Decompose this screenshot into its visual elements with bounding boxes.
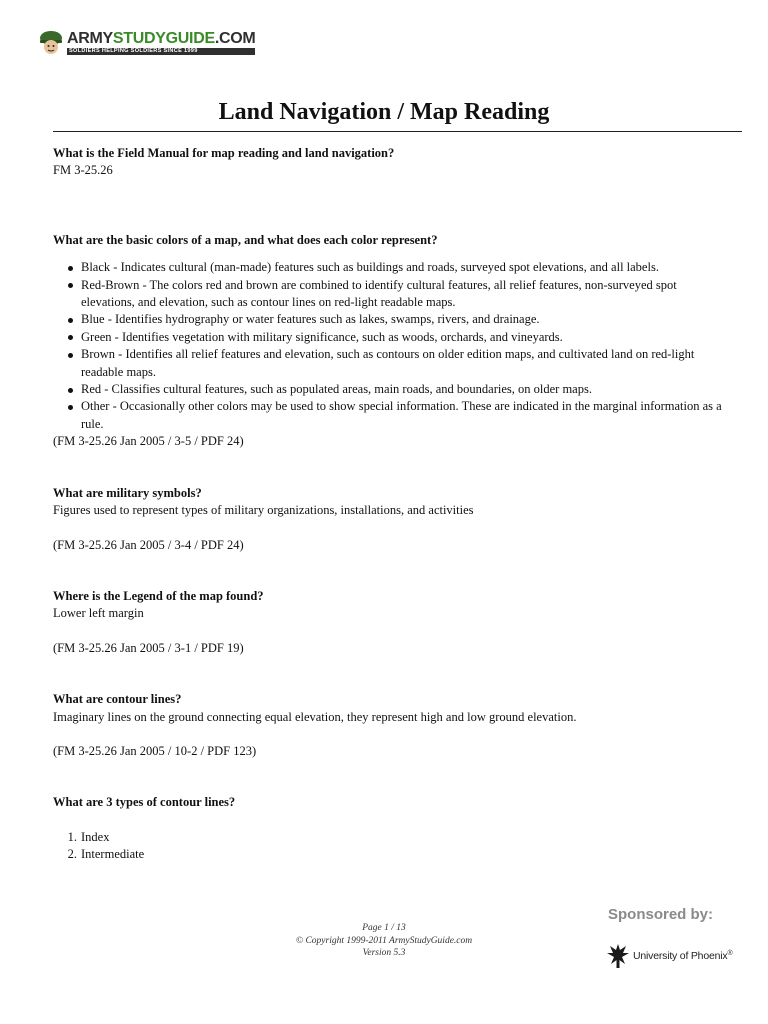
list-item [53,829,733,846]
qa-map-colors [53,232,733,451]
qa-military-symbols [53,485,733,554]
reference: (FM 3-25.26 Jan 2005 / 10-2 / PDF 123) [53,743,257,758]
list-item: Other - Occasionally other colors may be used to show special information. These are indicated in the marginal information as a rule. [53,398,733,433]
site-logo[interactable] [38,28,255,58]
question: What are contour lines? [53,692,182,707]
list-item: Black - Indicates cultural (man-made) features such as buildings and roads, surveyed spot elevations, and all labels. [53,259,733,276]
question: What are military symbols? [53,485,202,500]
page-title: Land Navigation / Map Reading [218,99,550,125]
copyright: © Copyright 1999-2011 ArmyStudyGuide.com [295,935,473,946]
logo-text-army: ARMY [67,29,113,47]
list-item: Blue - Identifies hydrography or water features such as lakes, swamps, rivers, and drainage. [53,311,733,328]
logo-tagline: SOLDIERS HELPING SOLDIERS SINCE 1999 [67,48,255,56]
list-item: Red - Classifies cultural features, such as populated areas, main roads, and boundaries, on older maps. [53,381,733,398]
list-number: 2. [67,847,77,862]
list-item [53,846,733,863]
contour-type-list [53,829,733,864]
qa-contour-lines [53,691,733,760]
list-item: Brown - Identifies all relief features and elevation, such as contours on older edition maps, and cultivated land on red-light readable maps. [53,346,733,381]
question: Where is the Legend of the map found? [53,588,264,603]
title-divider [53,131,742,132]
answer: Imaginary lines on the ground connecting equal elevation, they represent high and low ground elevation. [53,709,577,724]
qa-contour-types [53,794,733,863]
sponsor-name: University of Phoenix [633,950,728,962]
question: What are 3 types of contour lines? [53,795,236,810]
document-body [53,145,733,864]
color-list [53,259,733,433]
qa-field-manual [53,145,733,180]
list-item: Green - Identifies vegetation with military significance, such as woods, orchards, and vineyards. [53,329,733,346]
logo-text-studyguide: STUDYGUIDE [112,29,215,47]
list-text: Index [81,829,110,844]
qa-legend [53,588,733,657]
list-text: Intermediate [81,847,145,862]
question: What are the basic colors of a map, and what does each color represent? [53,232,438,247]
list-number: 1. [67,829,77,844]
logo-text-com: .COM [214,29,256,47]
sponsor-label: Sponsored by: [608,906,714,923]
answer: Lower left margin [53,606,144,621]
reference: (FM 3-25.26 Jan 2005 / 3-1 / PDF 19) [53,640,244,655]
soldier-helmet-icon [38,29,64,57]
list-item: Red-Brown - The colors red and brown are combined to identify cultural features, all relief features, non-surveyed spot elevations, and elevation, such as contour lines on red-light readable maps. [53,277,733,312]
answer: FM 3-25.26 [53,163,113,178]
phoenix-bird-icon [606,942,630,970]
question: What is the Field Manual for map reading and land navigation? [53,146,395,160]
page-number: Page 1 / 13 [362,923,406,933]
sponsor-logo[interactable] [606,942,732,970]
reference: (FM 3-25.26 Jan 2005 / 3-5 / PDF 24) [53,434,244,449]
reference: (FM 3-25.26 Jan 2005 / 3-4 / PDF 24) [53,537,244,552]
answer: Figures used to represent types of military organizations, installations, and activities [53,503,474,518]
version: Version 5.3 [362,948,406,958]
registered-mark: ® [727,950,733,957]
